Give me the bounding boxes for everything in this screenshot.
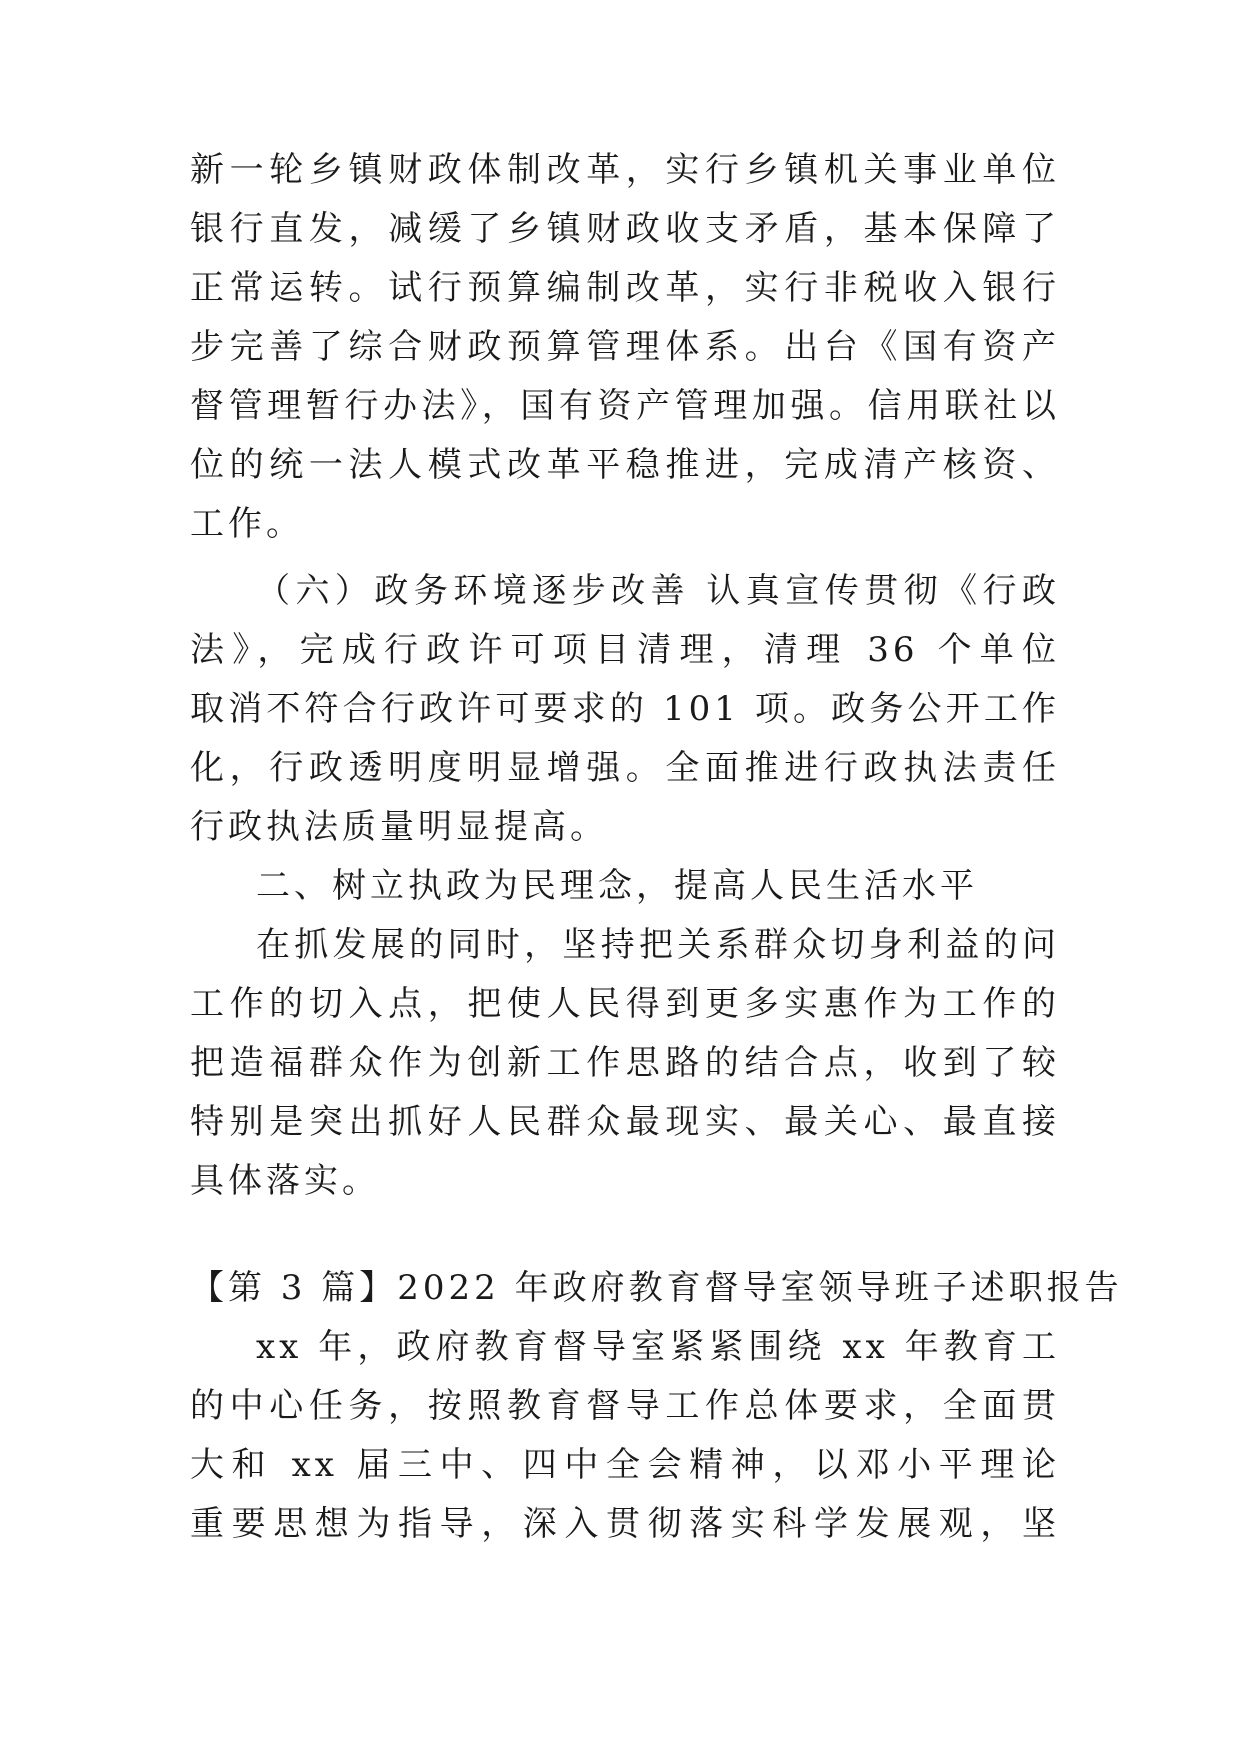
text-line: 新一轮乡镇财政体制改革，实行乡镇机关事业单位 [190,150,1060,190]
text-line: 工作的切入点，把使人民得到更多实惠作为工作的 [190,984,1060,1024]
text-line: 大和 xx 届三中、四中全会精神，以邓小平理论 [190,1445,1060,1485]
text-line: 取消不符合行政许可要求的 101 项。政务公开工作 [190,689,1060,729]
text-line: 法》，完成行政许可项目清理，清理 36 个单位 [190,630,1060,670]
text-line: 把造福群众作为创新工作思路的结合点，收到了较 [190,1043,1060,1083]
section-heading: 二、树立执政为民理念，提高人民生活水平 [256,866,978,906]
text-line: 的中心任务，按照教育督导工作总体要求，全面贯 [190,1386,1060,1426]
text-line: 工作。 [190,504,304,544]
text-line: xx 年，政府教育督导室紧紧围绕 xx 年教育工 [256,1327,1060,1367]
text-line: 位的统一法人模式改革平稳推进，完成清产核资、 [190,445,1060,485]
text-line: 特别是突出抓好人民群众最现实、最关心、最直接 [190,1102,1060,1142]
text-line: 在抓发展的同时，坚持把关系群众切身利益的问 [256,925,1060,965]
article-title: 【第 3 篇】2022 年政府教育督导室领导班子述职报告 [190,1268,1123,1308]
text-line: 督管理暂行办法》，国有资产管理加强。信用联社以 [190,386,1060,426]
text-line: 行政执法质量明显提高。 [190,807,608,847]
text-line: 具体落实。 [190,1161,380,1201]
section-heading: （六）政务环境逐步改善 认真宣传贯彻《行政 [256,571,1060,611]
text-line: 重要思想为指导，深入贯彻落实科学发展观，坚 [190,1504,1060,1544]
text-line: 化，行政透明度明显增强。全面推进行政执法责任 [190,748,1060,788]
text-line: 银行直发，减缓了乡镇财政收支矛盾，基本保障了 [190,209,1060,249]
text-line: 步完善了综合财政预算管理体系。出台《国有资产 [190,327,1060,367]
text-line: 正常运转。试行预算编制改革，实行非税收入银行 [190,268,1060,308]
